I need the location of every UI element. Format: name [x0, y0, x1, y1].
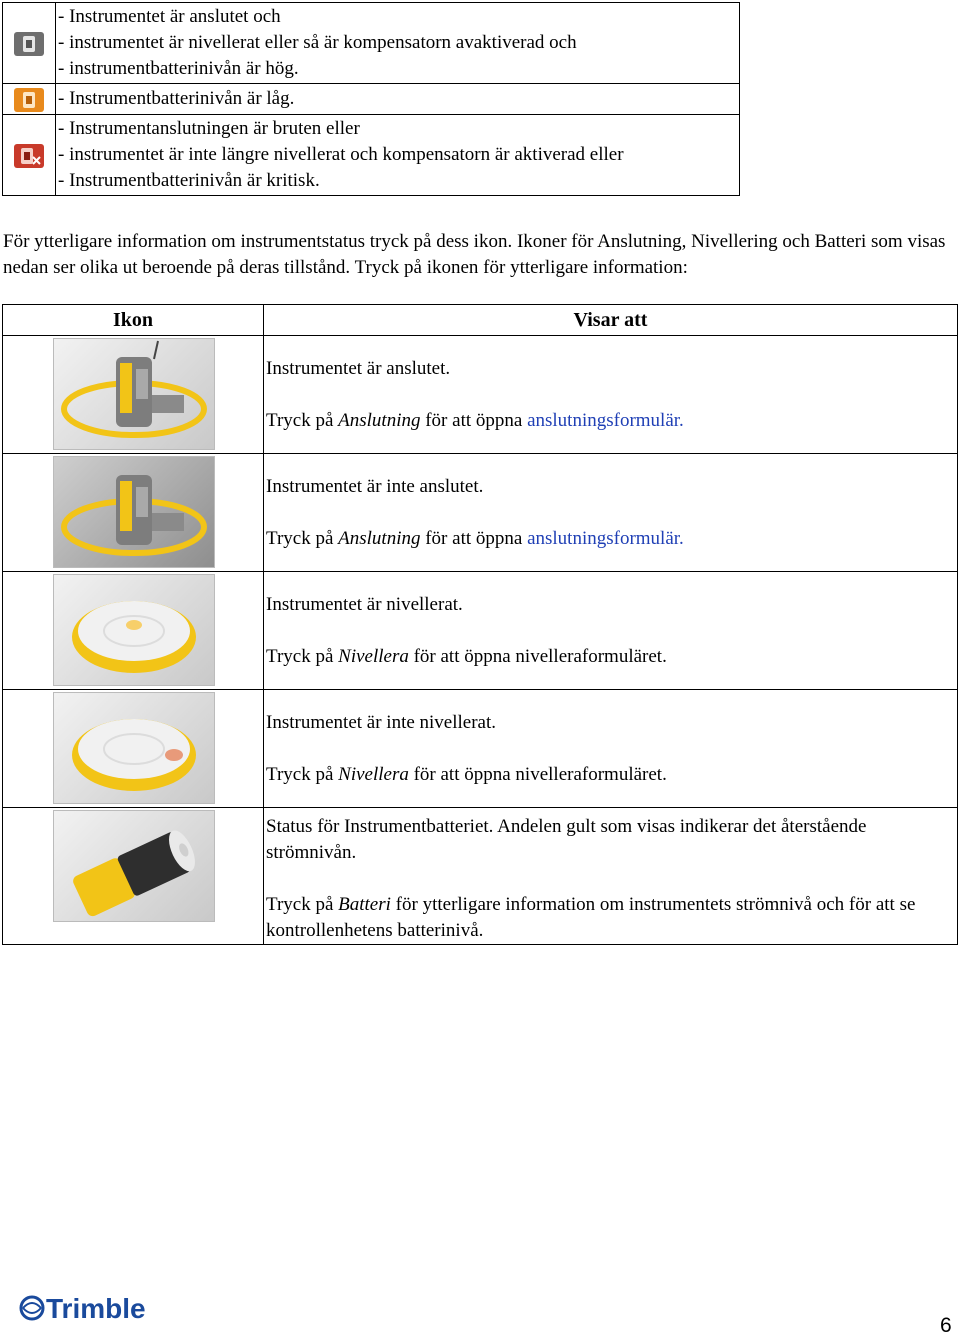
row-tap-instruction: Tryck på Anslutning för att öppna anslutningsformulär.	[266, 410, 684, 431]
status-icon-cell	[3, 3, 56, 84]
status-description	[56, 84, 740, 115]
ui-item-name: Anslutning	[338, 528, 421, 549]
level-bubble-off-center-icon[interactable]	[53, 692, 215, 804]
status-row	[3, 84, 740, 115]
table-row	[3, 572, 958, 690]
trimble-logo	[18, 1290, 168, 1324]
status-line: - Instrumentbatterinivån är låg.	[58, 88, 295, 109]
icon-cell	[3, 808, 264, 945]
status-description	[56, 3, 740, 84]
intro-paragraph: För ytterligare information om instrumentstatus tryck på dess ikon. Ikoner för Anslutning, Nivellering och Batteri som visas nedan ser olika ut beroende på deras tillstånd. Tryck på ikonen för ytterligare information:	[3, 231, 946, 278]
icon-meaning-table	[2, 304, 958, 945]
ui-item-name: Anslutning	[338, 410, 421, 431]
table-row	[3, 690, 958, 808]
status-row	[3, 115, 740, 196]
row-status-text: Instrumentet är anslutet.	[266, 358, 451, 379]
status-icon-cell	[3, 84, 56, 115]
status-row	[3, 3, 740, 84]
row-status-text: Instrumentet är inte anslutet.	[266, 476, 484, 497]
level-bubble-centered-icon[interactable]	[53, 574, 215, 686]
table-row	[3, 808, 958, 945]
row-tap-instruction: Tryck på Anslutning för att öppna anslutningsformulär.	[266, 528, 684, 549]
instrument-low-battery-status-icon[interactable]	[14, 88, 44, 112]
status-line: - Instrumentanslutningen är bruten eller	[58, 118, 360, 139]
ui-item-name: Nivellera	[338, 646, 409, 667]
ui-item-name: Nivellera	[338, 764, 409, 785]
status-line: - instrumentet är inte längre nivellerat och kompensatorn är aktiverad eller	[58, 144, 624, 165]
icon-cell	[3, 336, 264, 454]
logo-text: Trimble	[46, 1293, 146, 1324]
connection-form-link[interactable]: anslutningsformulär.	[527, 410, 684, 431]
battery-icon[interactable]	[53, 810, 215, 922]
status-line: - instrumentbatterinivån är hög.	[58, 58, 299, 79]
row-status-text: Instrumentet är nivellerat.	[266, 594, 463, 615]
instrument-connected-icon[interactable]	[53, 338, 215, 450]
description-cell	[264, 690, 958, 808]
page-number: 6	[940, 1314, 952, 1337]
row-status-text: Instrumentet är inte nivellerat.	[266, 712, 497, 733]
status-line: - Instrumentbatterinivån är kritisk.	[58, 170, 320, 191]
row-tap-instruction: Tryck på Nivellera för att öppna nivelleraformuläret.	[266, 764, 667, 785]
instrument-critical-status-icon[interactable]	[14, 144, 44, 168]
status-line: - Instrumentet är anslutet och	[58, 6, 281, 27]
status-line: - instrumentet är nivellerat eller så är kompensatorn avaktiverad och	[58, 32, 577, 53]
description-cell	[264, 454, 958, 572]
header-meaning: Visar att	[264, 305, 958, 336]
icon-cell	[3, 690, 264, 808]
description-cell	[264, 572, 958, 690]
header-icon: Ikon	[3, 305, 264, 336]
status-icon-cell	[3, 115, 56, 196]
connection-form-link[interactable]: anslutningsformulär.	[527, 528, 684, 549]
row-tap-instruction: Tryck på Batteri för ytterligare information om instrumentets strömnivå och för att se kontrollenhetens batterinivå.	[266, 894, 916, 941]
instrument-connected-status-icon[interactable]	[14, 32, 44, 56]
icon-cell	[3, 572, 264, 690]
status-legend-table	[2, 2, 740, 196]
description-cell	[264, 808, 958, 945]
ui-item-name: Batteri	[338, 894, 391, 915]
status-description	[56, 115, 740, 196]
description-cell	[264, 336, 958, 454]
table-row	[3, 336, 958, 454]
table-row	[3, 454, 958, 572]
instrument-not-connected-icon[interactable]	[53, 456, 215, 568]
table-header-row	[3, 305, 958, 336]
row-tap-instruction: Tryck på Nivellera för att öppna nivelleraformuläret.	[266, 646, 667, 667]
row-status-text: Status för Instrumentbatteriet. Andelen gult som visas indikerar det återstående strömnivån.	[266, 816, 867, 863]
icon-cell	[3, 454, 264, 572]
